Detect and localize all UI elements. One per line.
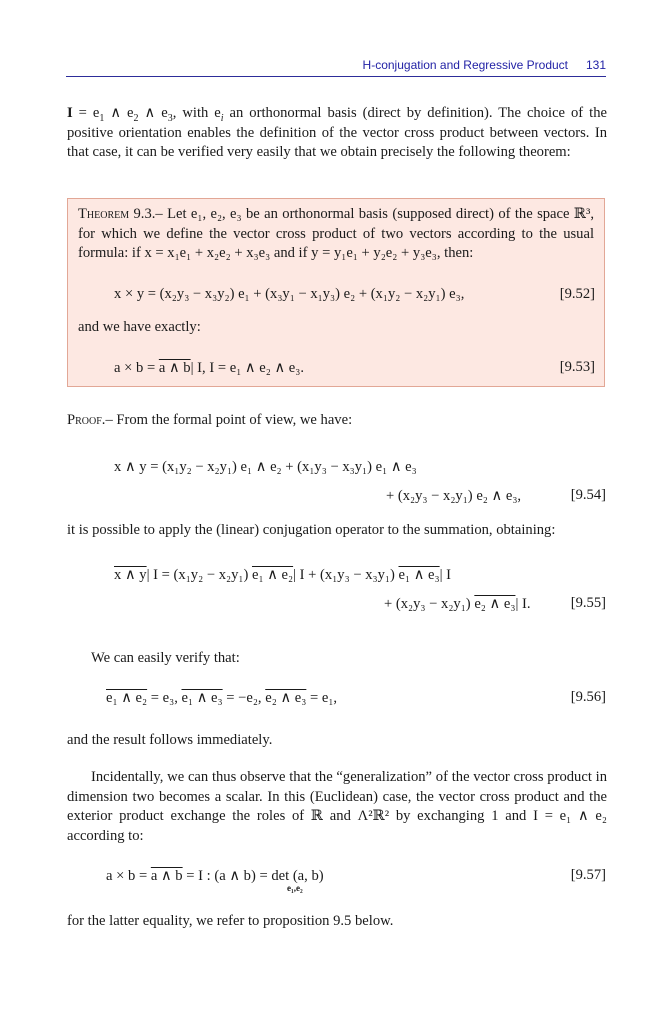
intro-text-5: an orthonormal basis (direct by definition). The choice of the positive orientation enables the definition of the vector cross product between vectors. In that case, it can be verified very easily that we obtain precisely the following theorem: xyxy=(67,105,607,161)
equation-number-9-54: [9.54] xyxy=(570,487,606,503)
proof-label: Proof. xyxy=(67,412,106,428)
equation-number-9-55: [9.55] xyxy=(570,595,606,611)
result-text: and the result follows immediately. xyxy=(67,732,273,748)
header-title: H-conjugation and Regressive Product xyxy=(362,58,568,72)
eq-955-mid-2: | I + (x₁y₃ − x₃y₁) xyxy=(293,567,399,583)
eq-955-line2-a: + (x₂y₃ − x₂y₁) xyxy=(384,596,475,612)
equation-9-54-line2: + (x₂y₃ − x₂y₁) e₂ ∧ e₃, xyxy=(386,488,522,504)
det-subscript: e₁,e₂ xyxy=(287,883,303,893)
equation-9-52: x × y = (x₂y₃ − x₃y₂) e₁ + (x₃y₁ − x₁y₃) e₂ + (x₁y₂ − x₂y₁) e₃, xyxy=(114,286,465,302)
intro-text-2: ∧ e xyxy=(104,105,134,121)
proof-intro xyxy=(67,411,607,431)
eq-953-overline: a ∧ b xyxy=(158,360,191,376)
verify-text: We can easily verify that: xyxy=(91,650,240,666)
equation-9-56 xyxy=(106,689,337,707)
theorem-statement xyxy=(78,205,594,264)
theorem-and-exactly: and we have exactly: xyxy=(78,319,201,335)
eq-956-overline-1: e₁ ∧ e₂ xyxy=(106,690,148,706)
equation-9-55-line1 xyxy=(114,566,451,584)
eq-957-overline: a ∧ b xyxy=(150,868,183,884)
intro-bold-i: I xyxy=(67,105,73,121)
equation-number-9-56: [9.56] xyxy=(570,689,606,705)
eq-955-overline-1: x ∧ y xyxy=(114,567,147,583)
eq-956-b: = −e₂, xyxy=(222,690,266,706)
eq-956-overline-2: e₁ ∧ e₃ xyxy=(181,690,223,706)
proof-conjugation-text: it is possible to apply the (linear) conjugation operator to the summation, obtaining: xyxy=(67,522,556,538)
eq-955-mid-1: | I = (x₁y₂ − x₂y₁) xyxy=(146,567,252,583)
eq-956-c: = e₁, xyxy=(306,690,338,706)
eq-953-left: a × b = xyxy=(114,360,159,376)
intro-paragraph: $I = e_1$ ∧ $e_2$ ∧ $e_3$, with $e_i$ an orthonormal basis (direct by definition). The choice of the positive orientation enables the definition of the vector cross product between vectors. In that case, it can be verified very easily that we obtain precisely the following theorem: xyxy=(67,105,607,161)
page-number: 131 xyxy=(585,58,606,72)
eq-955-overline-4: e₂ ∧ e₃ xyxy=(474,596,516,612)
equation-9-54-line1: x ∧ y = (x₁y₂ − x₂y₁) e₁ ∧ e₂ + (x₁y₃ − x₃y₁) e₁ ∧ e₃ xyxy=(114,459,417,475)
theorem-box xyxy=(67,198,605,387)
eq-955-line2-b: | I. xyxy=(515,596,531,612)
equation-number-9-57: [9.57] xyxy=(570,867,606,883)
intro-text-4: , with e xyxy=(172,105,221,121)
final-text: for the latter equality, we refer to proposition 9.5 below. xyxy=(67,913,394,929)
equation-number-9-53: [9.53] xyxy=(559,359,595,375)
intro-text-1: = e xyxy=(72,105,100,121)
eq-955-end: | I xyxy=(439,567,452,583)
theorem-line: – Let e₁, e₂, e₃ be an orthonormal basis (supposed direct) of the space ℝ³, for which we define the vector cross product of two vectors according to the usual formula: if x = x₁e₁ + x₂e₂ + x₃e₃ and if y = y₁e₁ + y₂e₂ + y₃e₃, then: xyxy=(78,206,594,262)
intro-text-3: ∧ e xyxy=(138,105,168,121)
eq-955-overline-2: e₁ ∧ e₂ xyxy=(251,567,294,583)
equation-9-53 xyxy=(114,359,304,377)
eq-957-b: = I : (a ∧ b) = det (a, b) xyxy=(182,868,324,884)
eq-956-a: = e₃, xyxy=(147,690,182,706)
eq-956-overline-3: e₂ ∧ e₃ xyxy=(265,690,307,706)
equation-9-55-line2 xyxy=(384,595,531,613)
eq-955-overline-3: e₁ ∧ e₃ xyxy=(398,567,440,583)
theorem-label: Theorem 9.3. xyxy=(78,206,156,222)
proof-text: – From the formal point of view, we have: xyxy=(105,412,353,428)
running-header xyxy=(66,56,606,77)
eq-957-a: a × b = xyxy=(106,868,151,884)
incidental-paragraph: Incidentally, we can thus observe that the “generalization” of the vector cross product in dimension two becomes a scalar. In this (Euclidean) case, the vector cross product and the exterior product exchange the roles of ℝ and Λ²ℝ² by exchanging 1 and I = e₁ ∧ e₂ according to: xyxy=(67,769,607,845)
eq-953-right: | I, I = e₁ ∧ e₂ ∧ e₃. xyxy=(190,360,305,376)
equation-number-9-52: [9.52] xyxy=(559,286,595,302)
